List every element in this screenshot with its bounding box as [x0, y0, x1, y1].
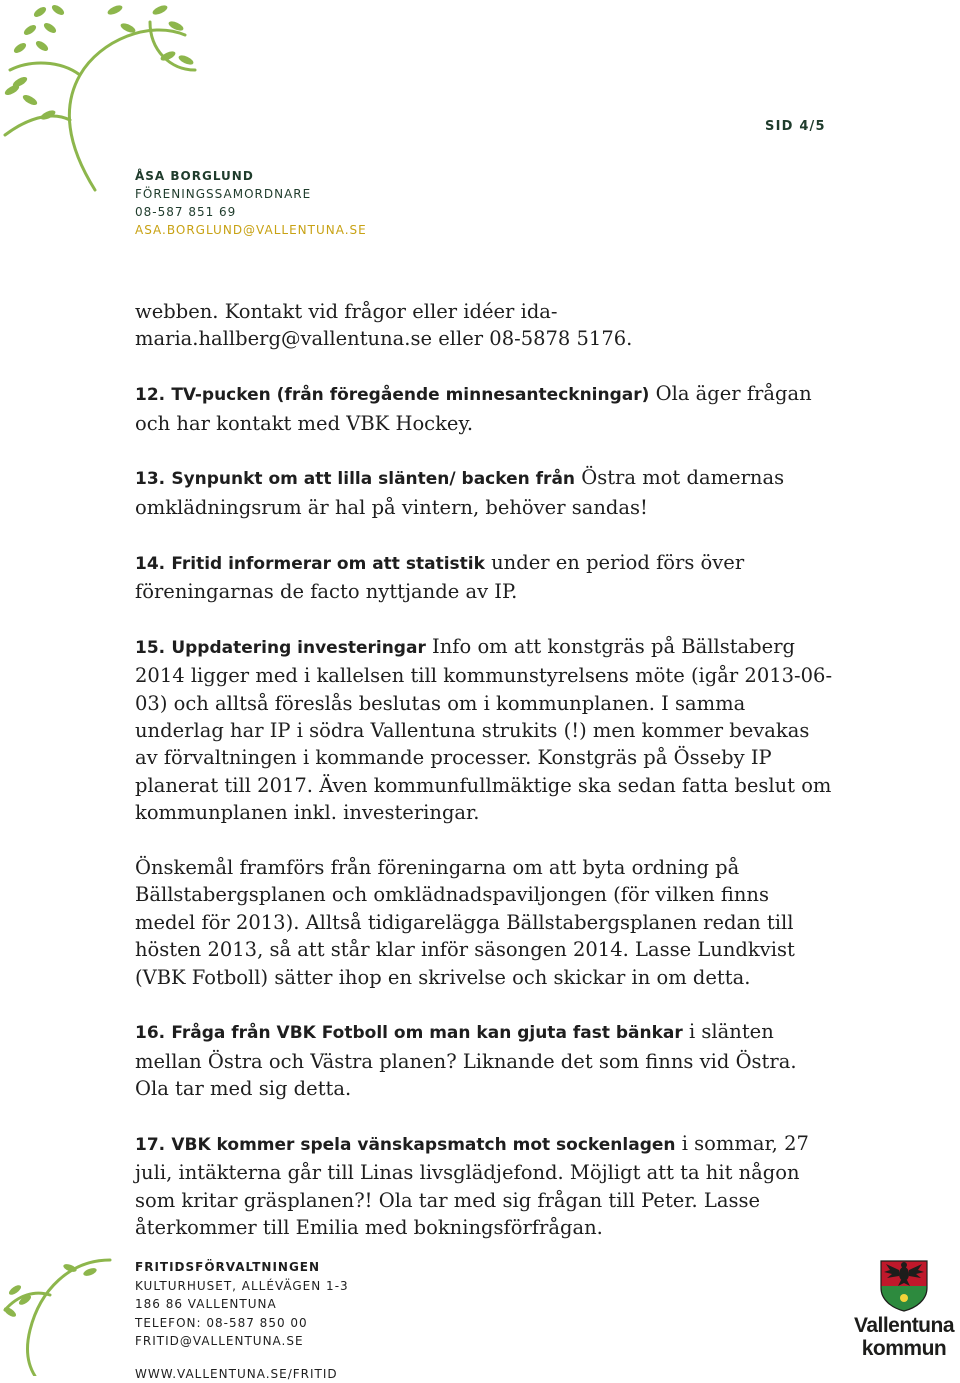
- item-heading: Fråga från VBK Fotboll om man kan gjuta fast bänkar: [171, 1023, 682, 1043]
- page-indicator: SID 4/5: [765, 119, 826, 134]
- list-item: [135, 1018, 835, 1102]
- logo-wordmark: [850, 1314, 958, 1360]
- item-text: under en period förs över föreningarnas de facto nyttjande av IP.: [135, 551, 744, 603]
- contact-email[interactable]: ASA.BORGLUND@VALLENTUNA.SE: [135, 221, 367, 239]
- intro-paragraph: webben. Kontakt vid frågor eller idéer ida-maria.hallberg@vallentuna.se eller 08-5878 5176.: [135, 298, 835, 353]
- item-text: Ola äger frågan och har kontakt med VBK Hockey.: [135, 382, 812, 434]
- vine-decoration-bottom: [0, 1250, 125, 1376]
- item-number: 12.: [135, 385, 165, 405]
- item-heading: Uppdatering investeringar: [171, 638, 426, 658]
- item-number: 13.: [135, 469, 165, 489]
- list-item: [135, 1130, 835, 1242]
- item-text: Info om att konstgräs på Bällstaberg 2014 ligger med i kallelsen till kommunstyrelsens möte (igår 2013-06-03) och alltså föreslås beslutas om i kommunplanen. I samma underlag har IP i södra Vallentuna strukits (!) men kommer bevakas av förvaltningen i kommande processer. Konstgräs på Össeby IP planerat till 2017. Även kommunfullmäktige ska sedan fatta beslut om kommunplanen inkl. investeringar.: [135, 635, 832, 824]
- list-item: [135, 380, 835, 437]
- list-item: [135, 633, 835, 827]
- item-heading: VBK kommer spela vänskapsmatch mot sockenlagen: [171, 1135, 675, 1155]
- footer-email[interactable]: FRITID@VALLENTUNA.SE: [135, 1332, 349, 1351]
- list-item: [135, 464, 835, 521]
- list-item: [135, 549, 835, 606]
- item-heading: Synpunkt om att lilla slänten/ backen från: [171, 469, 575, 489]
- footer-address: KULTURHUSET, ALLÉVÄGEN 1-3: [135, 1277, 349, 1296]
- item-heading: TV-pucken (från föregående minnesanteckningar): [171, 385, 649, 405]
- item-text: Östra mot damernas omklädningsrum är hal på vintern, behöver sandas!: [135, 466, 784, 518]
- footer-postal: 186 86 VALLENTUNA: [135, 1295, 349, 1314]
- footer: [135, 1258, 349, 1383]
- item-number: 16.: [135, 1023, 165, 1043]
- item-number: 17.: [135, 1135, 165, 1155]
- logo-line2: kommun: [850, 1337, 958, 1360]
- contact-block: [135, 167, 367, 239]
- item-number: 14.: [135, 554, 165, 574]
- contact-title: FÖRENINGSSAMORDNARE: [135, 185, 367, 203]
- vallentuna-logo: [850, 1258, 958, 1366]
- item-number: 15.: [135, 638, 165, 658]
- footer-phone: TELEFON: 08-587 850 00: [135, 1314, 349, 1333]
- contact-name: ÅSA BORGLUND: [135, 167, 367, 185]
- footer-org: FRITIDSFÖRVALTNINGEN: [135, 1258, 349, 1277]
- footer-web[interactable]: WWW.VALLENTUNA.SE/FRITID: [135, 1365, 349, 1383]
- item-text: i slänten mellan Östra och Västra planen? Liknande det som finns vid Östra. Ola tar med sig detta.: [135, 1020, 797, 1100]
- document-body: [135, 298, 835, 1269]
- coat-of-arms-icon: [878, 1258, 930, 1312]
- item-text: i sommar, 27 juli, intäkterna går till Linas livsglädjefond. Möjligt att ta hit någon som kritar gräsplanen?! Ola tar med sig frågan till Peter. Lasse återkommer till Emilia med bokningsförfrågan.: [135, 1132, 809, 1239]
- item-heading: Fritid informerar om att statistik: [171, 554, 485, 574]
- logo-line1: Vallentuna: [850, 1314, 958, 1337]
- body-paragraph: Önskemål framförs från föreningarna om att byta ordning på Bällstabergsplanen och omklädnadspaviljongen (för vilken finns medel för 2013). Alltså tidigarelägga Bällstabergsplanen redan till hösten 2013, så att står klar inför säsongen 2014. Lasse Lundkvist (VBK Fotboll) sätter ihop en skrivelse och skickar in om detta.: [135, 854, 835, 991]
- contact-phone: 08-587 851 69: [135, 203, 367, 221]
